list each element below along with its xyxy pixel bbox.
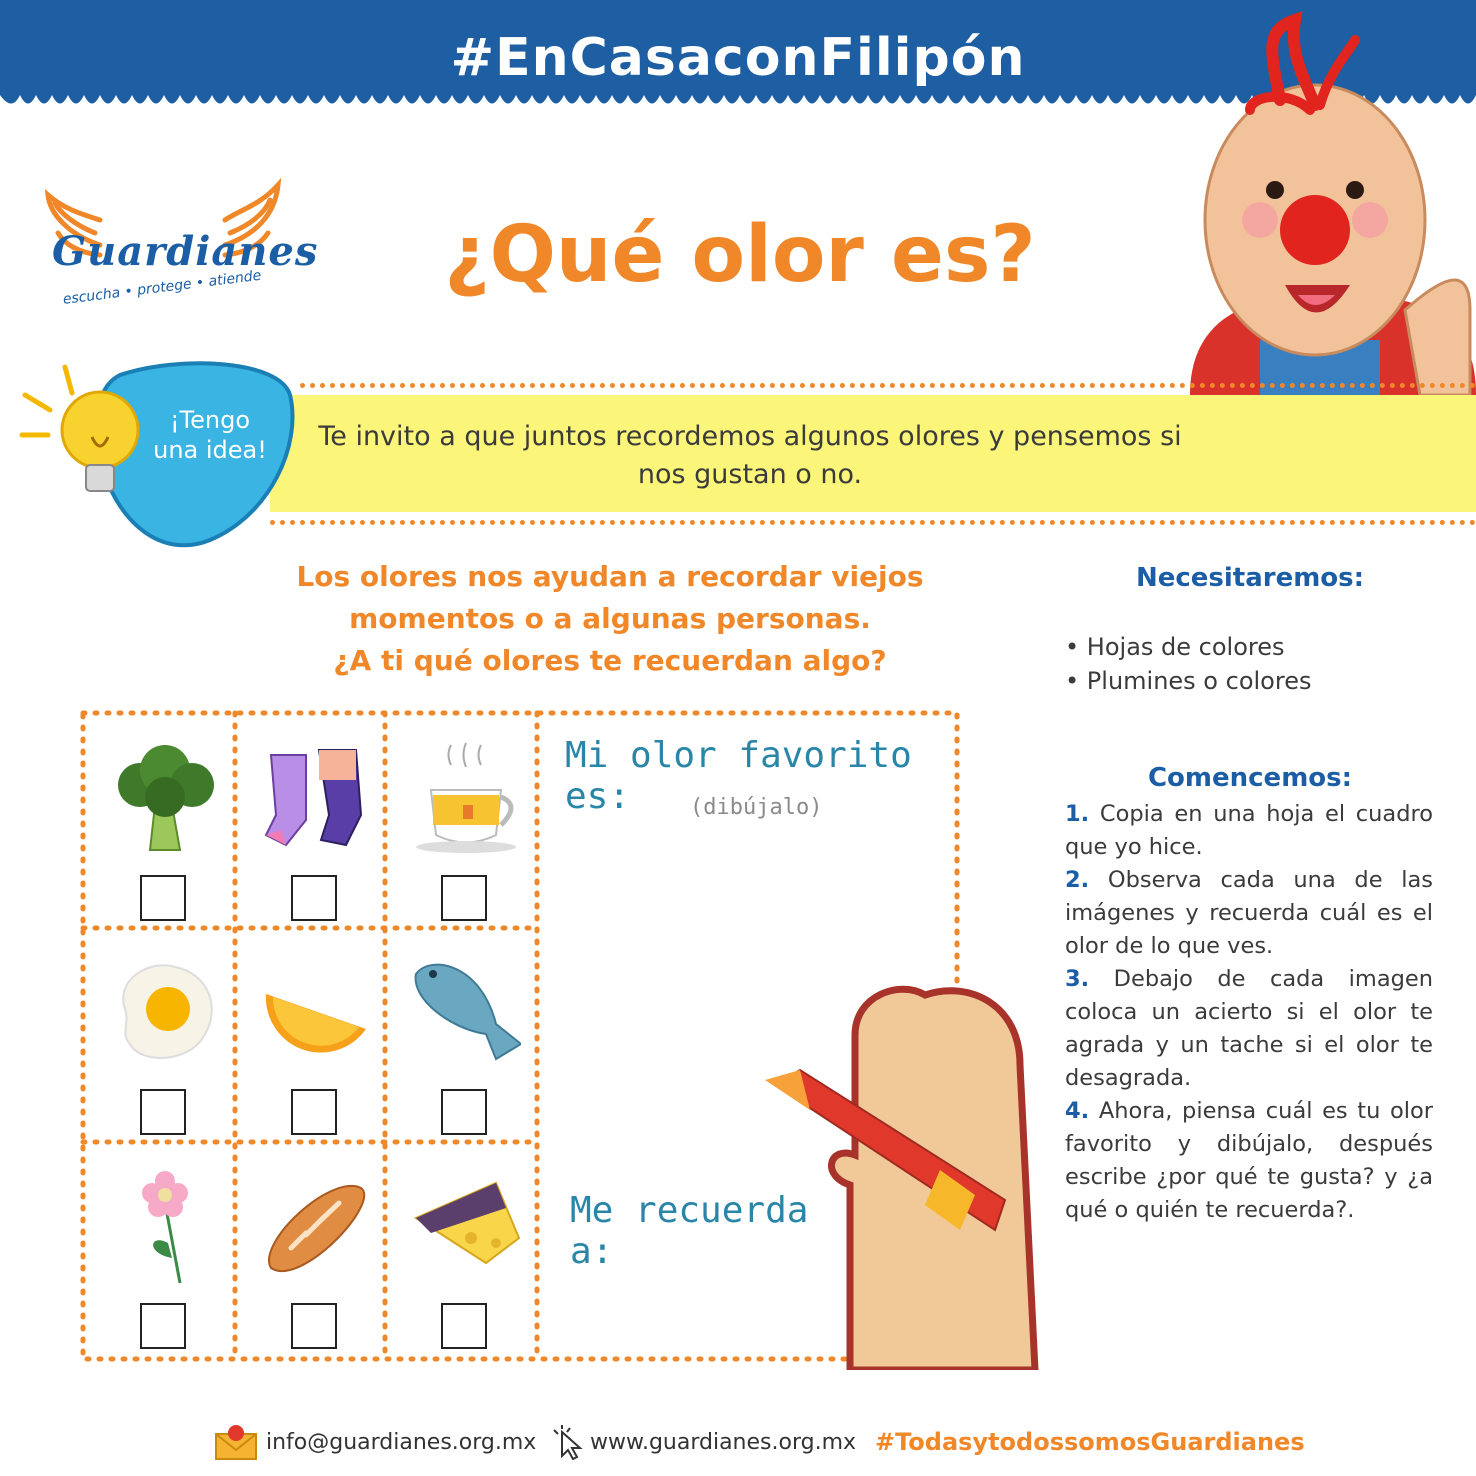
smell-cell-tea [386,715,536,929]
intro-text [250,556,970,682]
smell-cell-orange [236,929,386,1143]
reminds-label: Me recuerda a: [570,1190,809,1272]
needs-list [1065,630,1445,698]
checkbox-broccoli[interactable] [140,875,186,921]
step-item: 2. Observa cada una de las imágenes y recuerda cuál es el olor de lo que ves. [1065,867,1433,959]
socks-icon [261,735,371,855]
fish-icon [411,949,521,1069]
smell-cell-flower [85,1143,235,1357]
checkbox-tea[interactable] [441,875,487,921]
footer-email[interactable]: info@guardianes.org.mx [266,1430,537,1455]
hand-crayon-icon [760,975,1070,1370]
idea-badge-label: ¡Tengo una idea! [153,406,267,464]
fried-egg-icon [110,949,220,1069]
needs-item: • Hojas de colores [1065,633,1285,661]
favorite-smell-label: Mi olor favorito es: [565,735,912,817]
footer [200,1418,1305,1466]
step-item: 3. Debajo de cada imagen coloca un acierto si el olor te agrada y un tache si el olor te desagrada. [1065,966,1433,1091]
favorite-smell-hint: (dibújalo) [690,795,823,820]
checkbox-bread[interactable] [291,1303,337,1349]
needs-title: Necesitaremos: [1135,563,1365,593]
envelope-icon [215,1424,257,1460]
intro-line-1: Los olores nos ayudan a recordar viejos [296,560,924,593]
orange-slice-icon [261,949,371,1069]
step-item: 4. Ahora, piensa cuál es tu olor favorito y dibújalo, después escribe ¿por qué te gusta? y ¿a qué o quién te recuerda?. [1065,1098,1433,1223]
steps-title: Comencemos: [1147,763,1353,793]
tea-cup-icon [411,735,521,855]
clown-character-icon [1150,10,1476,395]
smell-cell-bread [236,1143,386,1357]
step-item: 1. Copia en una hoja el cuadro que yo hice. [1065,801,1433,860]
cheese-icon [411,1163,521,1283]
smell-cell-cheese [386,1143,536,1357]
page-title: ¿Qué olor es? [444,210,1036,300]
idea-text: Te invito a que juntos recordemos algunos olores y pensemos si nos gustan o no. [318,421,1182,490]
checkbox-socks[interactable] [291,875,337,921]
footer-website[interactable]: www.guardianes.org.mx [590,1430,857,1455]
flower-icon [110,1163,220,1283]
intro-line-3: ¿A ti qué olores te recuerdan algo? [333,644,887,677]
logo-wordmark: Guardianes [52,228,319,275]
smell-cell-socks [236,715,386,929]
header-hashtag: #EnCasaconFilipón [450,28,1026,88]
divider-bottom [270,520,1476,525]
cursor-click-icon [550,1424,584,1460]
checkbox-cheese[interactable] [441,1303,487,1349]
smell-cell-fish [386,929,536,1143]
checkbox-egg[interactable] [140,1089,186,1135]
bread-icon [261,1163,371,1283]
needs-item: • Plumines o colores [1065,667,1312,695]
divider-top [300,383,1476,388]
steps-list [1065,798,1433,1227]
checkbox-orange[interactable] [291,1089,337,1135]
checkbox-fish[interactable] [441,1089,487,1135]
smell-cell-broccoli [85,715,235,929]
logo-tagline: escucha • protege • atiende [62,267,263,308]
checkbox-flower[interactable] [140,1303,186,1349]
intro-line-2: momentos o a algunas personas. [349,602,871,635]
smell-cell-egg [85,929,235,1143]
footer-hashtag: #TodasytodossomosGuardianes [875,1428,1305,1456]
broccoli-icon [110,735,220,855]
